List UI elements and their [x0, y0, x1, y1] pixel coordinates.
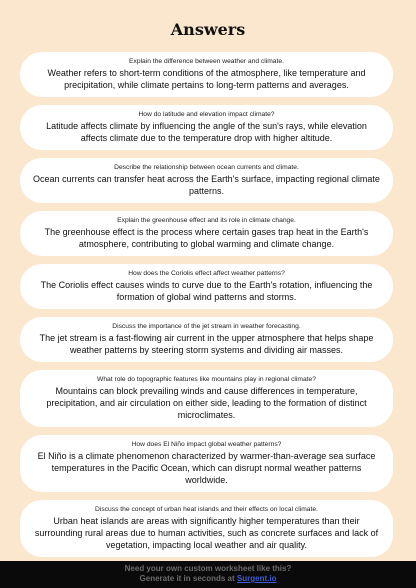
answer-text: Ocean currents can transfer heat across the Earth's surface, impacting regional climate patterns. — [33, 174, 380, 196]
answer-card — [20, 264, 393, 309]
answer-text: Mountains can block prevailing winds and cause differences in temperature, precipitation, and air circulation on either side, leading to the formation of distinct microclimates. — [46, 386, 367, 420]
page-title: Answers — [170, 20, 246, 39]
question-text: Describe the relationship between ocean currents and climate. — [114, 164, 299, 171]
question-text: Explain the greenhouse effect and its role in climate change. — [117, 217, 296, 224]
answer-text: Urban heat islands are areas with significantly higher temperatures than their surrounding rural areas due to human activities, such as concrete surfaces and lack of vegetation, impacting local weather and air quality. — [34, 516, 379, 550]
answer-text: Latitude affects climate by influencing the angle of the sun's rays, while elevation affects climate due to the temperature drop with higher altitude. — [46, 121, 367, 143]
question-text: Explain the difference between weather and climate. — [129, 58, 284, 65]
answer-card — [20, 52, 393, 97]
footer-line-2-prefix: Generate it in seconds at — [139, 574, 237, 583]
answer-text: The Coriolis effect causes winds to curve due to the Earth's rotation, influencing the formation of global wind patterns and storms. — [40, 280, 373, 302]
answer-text: The jet stream is a fast-flowing air current in the upper atmosphere that helps shape weather patterns by steering storm systems and dividing air masses. — [39, 333, 374, 355]
answer-card — [20, 317, 393, 362]
surgent-link[interactable]: Surgent.io — [236, 574, 277, 583]
footer-line-1: Need your own custom worksheet like this? — [124, 564, 292, 573]
answer-text: Weather refers to short-term conditions of the atmosphere, like temperature and precipitation, while climate pertains to long-term patterns and averages. — [47, 68, 366, 90]
question-text: Discuss the concept of urban heat islands and their effects on local climate. — [95, 506, 318, 513]
footer-line-2 — [0, 574, 416, 584]
question-text: How does El Niño impact global weather patterns? — [131, 441, 282, 448]
answer-card — [20, 158, 393, 203]
question-text: How do latitude and elevation impact climate? — [138, 111, 275, 118]
answer-text: The greenhouse effect is the process where certain gases trap heat in the Earth's atmosphere, contributing to global warming and climate change. — [44, 227, 369, 249]
answer-card — [20, 370, 393, 427]
answer-list — [20, 52, 393, 565]
question-text: What role do topographic features like mountains play in regional climate? — [97, 376, 316, 383]
question-text: How does the Coriolis effect affect weather patterns? — [128, 270, 285, 277]
footer-banner — [0, 561, 416, 588]
answer-card — [20, 211, 393, 256]
question-text: Discuss the importance of the jet stream in weather forecasting. — [112, 323, 301, 330]
answer-card — [20, 435, 393, 492]
answer-text: El Niño is a climate phenomenon characterized by warmer-than-average sea surface temperatures in the Pacific Ocean, which can disrupt normal weather patterns worldwide. — [37, 451, 376, 485]
answer-card — [20, 105, 393, 150]
answer-card — [20, 500, 393, 557]
